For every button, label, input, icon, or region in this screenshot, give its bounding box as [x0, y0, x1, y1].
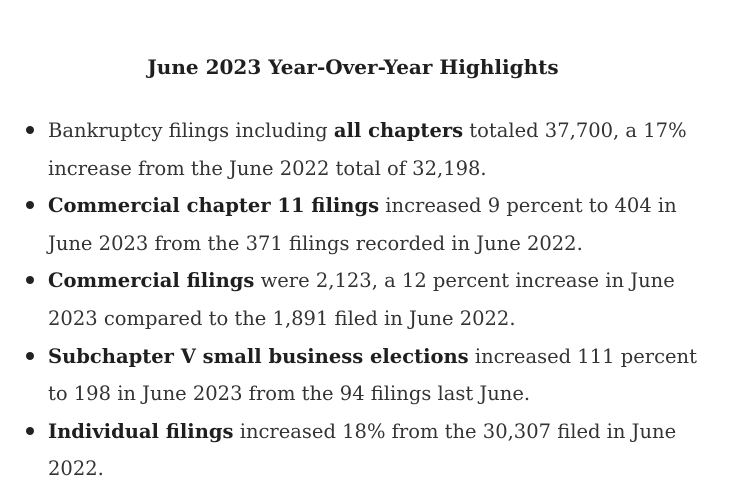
bullet-icon	[26, 427, 34, 435]
highlight-text-bold: Commercial chapter 11 filings	[48, 194, 380, 218]
bullet-icon	[26, 126, 34, 134]
highlight-text-post: increased 111 percent to 198 in June 2023 from the 94 filings last June.	[48, 344, 697, 406]
highlight-item-individual-filings	[20, 413, 710, 488]
highlights-list	[20, 112, 710, 488]
highlight-text-bold: Subchapter V small business elections	[48, 344, 469, 368]
highlight-text-post: were 2,123, a 12 percent increase in June 2023 compared to the 1,891 filed in June 2022.	[48, 269, 675, 330]
highlight-text-bold: Individual filings	[48, 419, 234, 443]
highlight-item-all-chapters	[20, 112, 710, 187]
highlight-text-post: totaled 37,700, a 17% increase from the June 2022 total of 32,198.	[48, 119, 687, 180]
highlight-item-commercial-chapter-11	[20, 187, 710, 262]
highlight-text-bold: all chapters	[333, 119, 464, 142]
highlight-item-subchapter-v	[20, 338, 710, 413]
highlight-text-bold: Commercial filings	[48, 269, 255, 293]
highlight-item-commercial-filings	[20, 262, 710, 337]
highlight-text-pre: Bankruptcy filings including	[48, 119, 334, 142]
bullet-icon	[26, 352, 34, 360]
highlight-text-post: increased 9 percent to 404 in June 2023 from the 371 filings recorded in June 2022.	[48, 194, 677, 255]
highlights-title: June 2023 Year-Over-Year Highlights	[147, 55, 559, 79]
bullet-icon	[26, 276, 34, 284]
bullet-icon	[26, 201, 34, 209]
highlight-text-post: increased 18% from the 30,307 filed in June 2022.	[48, 419, 677, 481]
